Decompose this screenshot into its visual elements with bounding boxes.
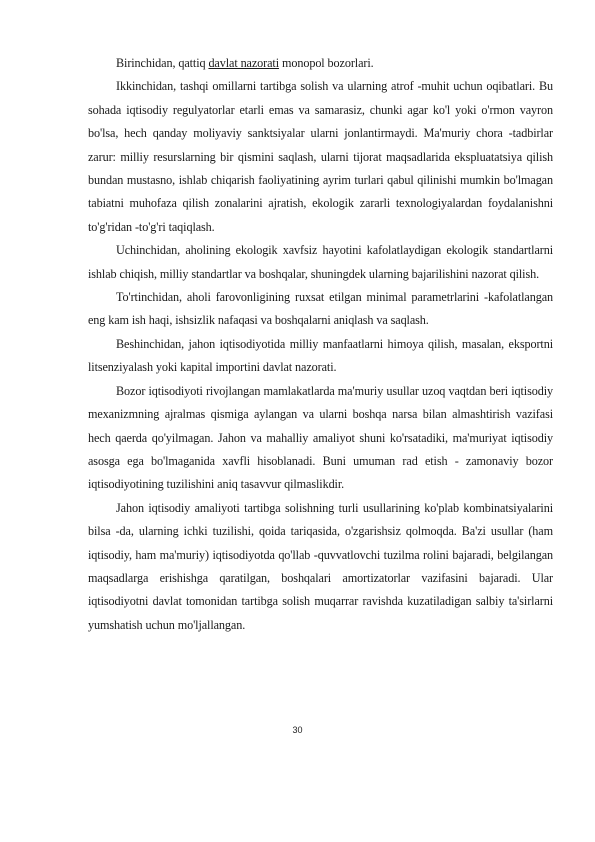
davlat-nazorati-link[interactable]: davlat nazorati [208,56,280,70]
paragraph-3: Uchinchidan, aholining ekologik xavfsiz hayotini kafolatlaydigan ekologik standartlarni ishlab chiqish, milliy standartlar va boshqalar, shuningdek ularning bajarilishini nazorat qilish. [88,243,553,281]
document-body [88,52,553,637]
page-number: 30 [292,725,303,735]
paragraph-6: Bozor iqtisodiyoti rivojlangan mamlakatlarda ma'muriy usullar uzoq vaqtdan beri iqtisodiy mexanizmning ajralmas qismiga aylangan va ularni boshqa narsa bilan almashtirish vazifasi hech qaerda qo'yilmagan. Jahon va mahalliy amaliyot shuni ko'rsatadiki, ma'muriyat iqtisodiy asosga ega bo'lmaganida xavfli hisoblanadi. Buni umuman rad etish - zamonaviy bozor iqtisodiyotining tuzilishini aniq tasavvur qilmaslikdir. [88,383,553,492]
paragraph-2: Ikkinchidan, tashqi omillarni tartibga solish va ularning atrof -muhit uchun oqibatlari. Bu sohada iqtisodiy regulyatorlar etarli emas va samarasiz, chunki agar ko'l yoki o'rmon vayron bo'lsa, hech qanday moliyaviy sanktsiyalar ularni jonlantirmaydi. Ma'muriy chora -tadbirlar zarur: milliy resurslarning bir qismini saqlash, ularni tijorat maqsadlarida ekspluatatsiya qilish bundan mustasno, ishlab chiqarish faoliyatining ayrim turlari qabul qilinishi mumkin bo'lmagan tabiatni muhofaza qilish zonalarini ajratish, ekologik zararli texnologiyalardan foydalanishni to'g'ridan -to'g'ri taqiqlash. [88,79,553,234]
paragraph-1-start: Birinchidan, qattiq [116,56,209,70]
paragraph-4: To'rtinchidan, aholi farovonligining ruxsat etilgan minimal parametrlarini -kafolatlangan eng kam ish haqi, ishsizlik nafaqasi va boshqalarni aniqlash va saqlash. [88,290,553,328]
paragraph-7: Jahon iqtisodiy amaliyoti tartibga solishning turli usullarining ko'plab kombinatsiyalarini bilsa -da, ularning ichki tuzilishi, qoida tariqasida, o'zgarishsiz qolmoqda. Ba'zi usullar (ham iqtisodiy, ham ma'muriy) iqtisodiyotda qo'llab -quvvatlovchi tuzilma rolini bajaradi, belgilangan maqsadlarga erishishga qaratilgan, boshqalari amortizatorlar vazifasini bajaradi. Ular iqtisodiyotni davlat tomonidan tartibga solish muqarrar ravishda kuzatiladigan salbiy ta'sirlarni yumshatish uchun mo'ljallangan. [88,500,553,632]
paragraph-1 [88,52,553,75]
paragraph-5: Beshinchidan, jahon iqtisodiyotida milliy manfaatlarni himoya qilish, masalan, eksportni litsenziyalash yoki kapital importini davlat nazorati. [88,336,553,375]
paragraph-1-end: monopol bozorlari. [279,56,374,70]
